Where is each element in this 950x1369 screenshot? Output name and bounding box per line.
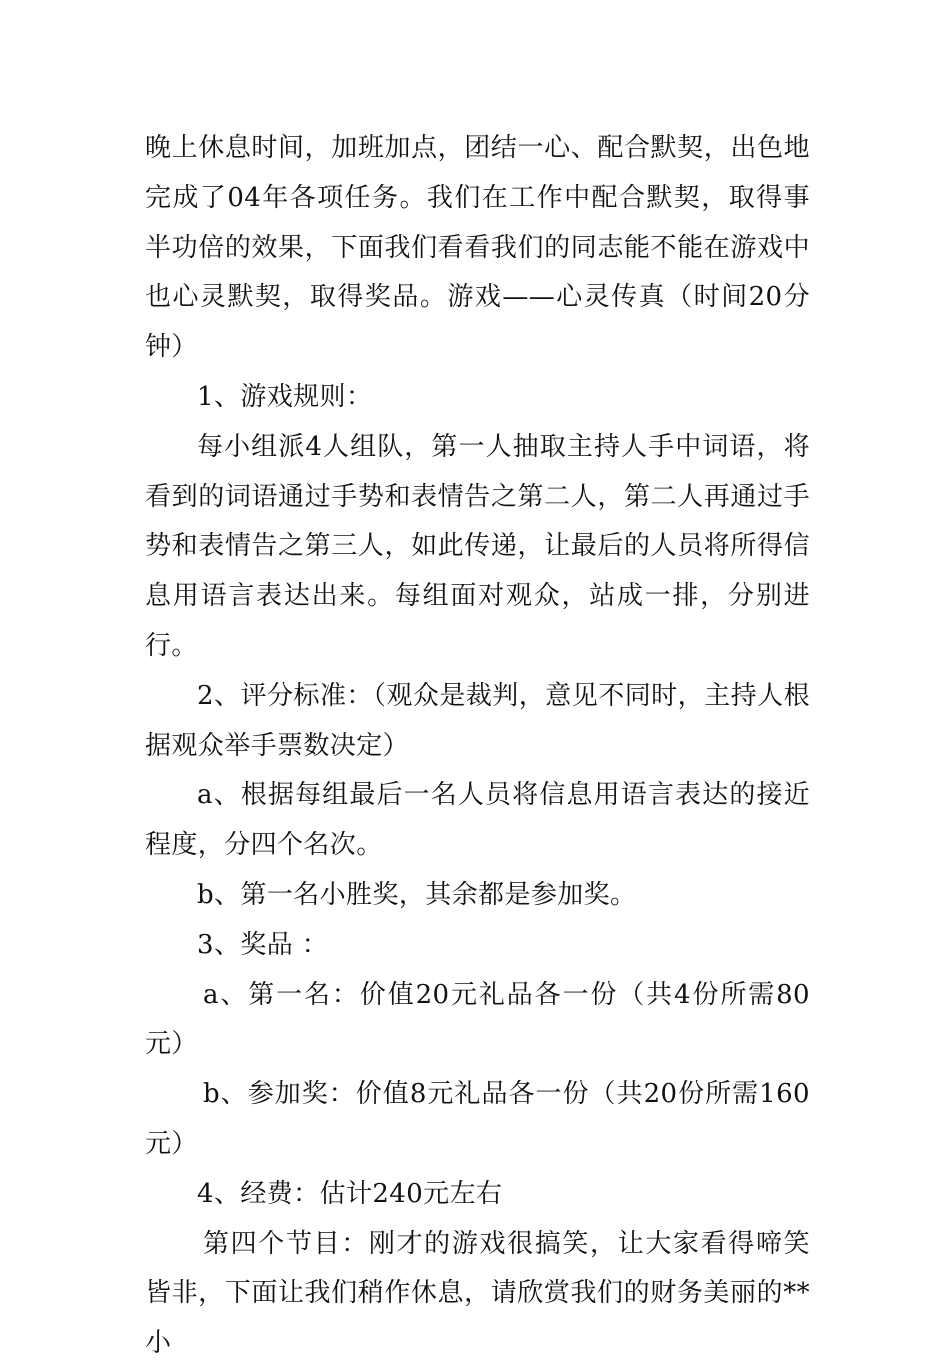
paragraph-prize-b: b、参加奖：价值8元礼品各一份（共20份所需160元）: [145, 1079, 810, 1159]
heading-prizes: 3、奖品 ：: [197, 929, 329, 960]
paragraph-game-rules: 每小组派4人组队，第一人抽取主持人手中词语，将看到的词语通过手势和表情告之第二人，第二人再通过手势和表情告之第三人，如此传递，让最后的人员将所得信息用语言表达出来。每组面对观众，站成一排，分别进行。: [145, 431, 810, 661]
paragraph-budget: 4、经费：估计240元左右: [197, 1178, 503, 1209]
heading-game-rules: 1、游戏规则：: [197, 381, 373, 412]
paragraph-scoring: 2、评分标准：（观众是裁判，意见不同时，主持人根据观众举手票数决定）: [145, 680, 810, 761]
paragraph-fourth-program: 第四个节目：刚才的游戏很搞笑，让大家看得啼笑皆非，下面让我们稍作休息，请欣赏我们的财务美丽的**小: [145, 1228, 810, 1359]
paragraph-scoring-a: a、根据每组最后一名人员将信息用语言表达的接近程度，分四个名次。: [145, 780, 810, 861]
paragraph-scoring-b: b、第一名小胜奖，其余都是参加奖。: [197, 879, 637, 910]
paragraph-intro: 晚上休息时间，加班加点，团结一心、配合默契，出色地完成了04年各项任务。我们在工作中配合默契，取得事半功倍的效果，下面我们看看我们的同志能不能在游戏中也心灵默契，取得奖品。游戏——心灵传真（时间20分钟）: [145, 133, 810, 363]
paragraph-prize-a: a、第一名：价值20元礼品各一份（共4份所需80元）: [145, 979, 810, 1060]
document-body: [145, 124, 810, 1369]
